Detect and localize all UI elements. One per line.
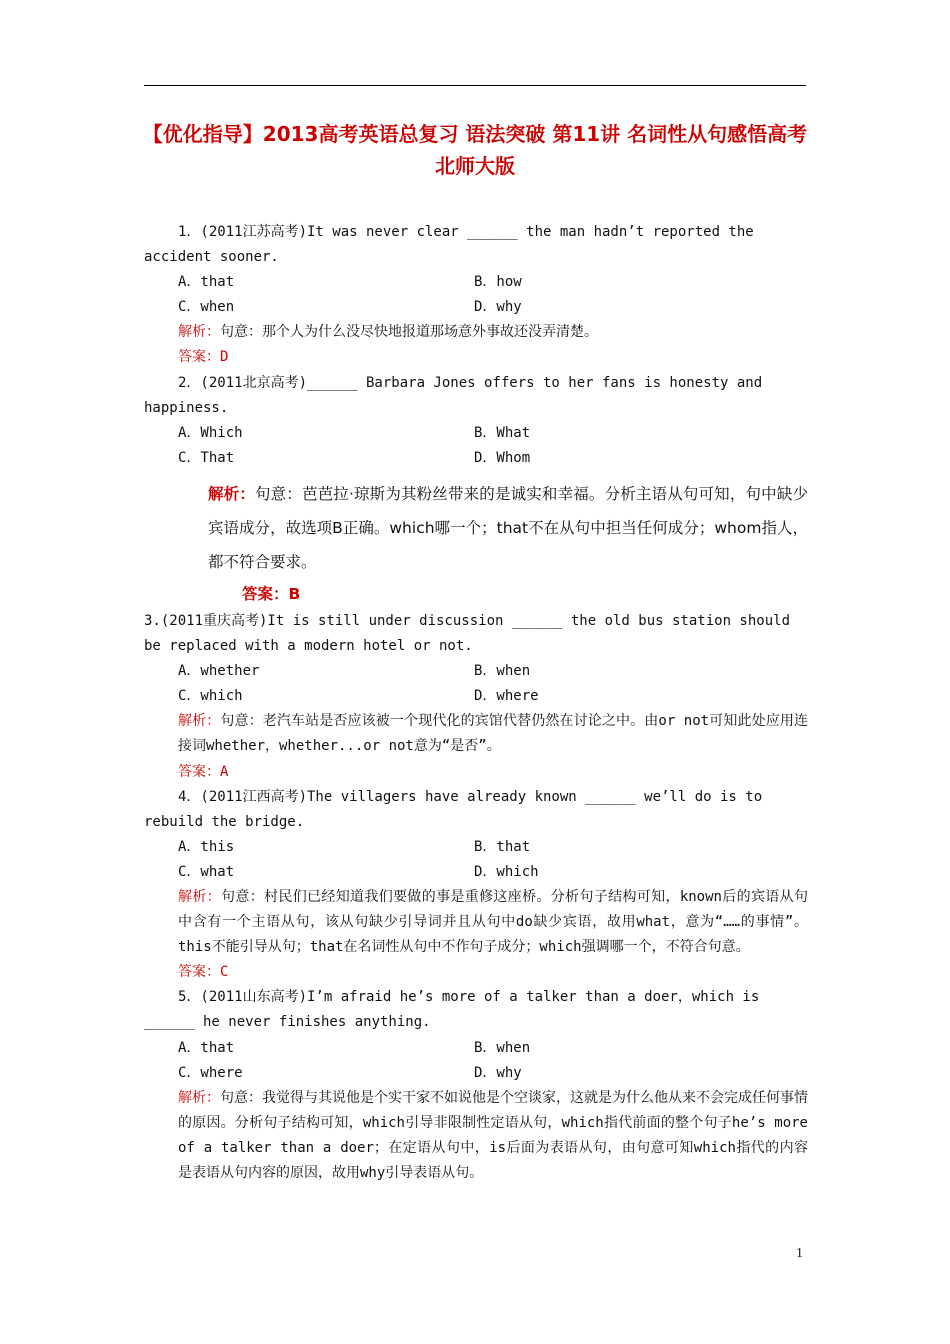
question-stem-cont: rebuild the bridge. bbox=[144, 813, 305, 830]
question-3 bbox=[144, 609, 808, 785]
question-stem-cont: accident sooner. bbox=[144, 249, 279, 266]
option-d: D．why bbox=[474, 299, 522, 316]
answer bbox=[144, 760, 808, 785]
explanation: 解析：句意：老汽车站是否应该被一个现代化的宾馆代替仍然在讨论之中。由or not可知此处应用连接词whether，whether...or not意为“是否”。 bbox=[178, 713, 808, 755]
explanation-label: 解析： bbox=[208, 484, 255, 503]
option-b: B．that bbox=[474, 838, 531, 855]
option-d: D．where bbox=[474, 688, 539, 705]
answer-value: D bbox=[220, 349, 229, 366]
question-stem: 1．(2011江苏高考)It was never clear ______ the man hadn’t reported the bbox=[178, 224, 754, 240]
option-d: D．Whom bbox=[474, 449, 531, 466]
page-title: 【优化指导】2013高考英语总复习 语法突破 第11讲 名词性从句感悟高考 北师大版 bbox=[142, 122, 808, 178]
question-1 bbox=[144, 220, 808, 371]
page-number: 1 bbox=[796, 1246, 803, 1261]
option-b: B．What bbox=[474, 424, 531, 441]
question-stem: 4．(2011江西高考)The villagers have already known ______ we’ll do is to bbox=[178, 788, 763, 805]
option-c: C．which bbox=[178, 688, 243, 705]
option-a: A．whether bbox=[178, 663, 260, 680]
explanation-label: 解析： bbox=[178, 324, 220, 341]
option-b: B．how bbox=[474, 274, 522, 291]
explanation: 解析：句意：那个人为什么没尽快地报道那场意外事故还没弄清楚。 bbox=[178, 324, 598, 341]
answer bbox=[144, 960, 808, 985]
option-d: D．why bbox=[474, 1064, 522, 1081]
answer-value: C bbox=[220, 964, 229, 981]
question-stem-cont: be replaced with a modern hotel or not. bbox=[144, 638, 473, 655]
question-4 bbox=[144, 785, 808, 986]
answer-label: 答案： bbox=[242, 584, 289, 603]
explanation-label: 解析： bbox=[178, 1089, 220, 1106]
option-a: A．this bbox=[178, 838, 235, 855]
explanation: 解析：句意：我觉得与其说他是个实干家不如说他是个空谈家，这就是为什么他从来不会完成任何事情的原因。分析句子结构可知，which引导非限制性定语从句，which指代前面的整个句子he’s more of a talker than a doer；在定语从句中，is后面为表语从句，由句意可知which指代的内容是表语从句内容的原因，故用why引导表语从句。 bbox=[178, 1089, 808, 1181]
option-c: C．That bbox=[178, 449, 235, 466]
question-stem-cont: happiness. bbox=[144, 399, 229, 416]
question-stem: 2．(2011北京高考)______ Barbara Jones offers to her fans is honesty and bbox=[178, 374, 763, 391]
answer bbox=[144, 345, 808, 370]
option-b: B．when bbox=[474, 1039, 531, 1056]
answer-label: 答案： bbox=[178, 763, 220, 780]
answer-value: B bbox=[288, 584, 301, 603]
question-stem: 3.(2011重庆高考)It is still under discussion ______ the old bus station should bbox=[144, 612, 791, 629]
question-2 bbox=[144, 371, 808, 609]
option-c: C．what bbox=[178, 863, 235, 880]
answer-value: A bbox=[220, 763, 229, 780]
answer bbox=[144, 579, 808, 609]
option-a: A．that bbox=[178, 1039, 235, 1056]
explanation: 解析：句意：村民们已经知道我们要做的事是重修这座桥。分析句子结构可知，known后的宾语从句中含有一个主语从句，该从句缺少引导词并且从句中do缺少宾语，故用what，意为“……的事情”。this不能引导从句；that在名词性从句中不作句子成分；which强调哪一个，不符合句意。 bbox=[178, 888, 808, 956]
option-c: C．when bbox=[178, 299, 235, 316]
question-5 bbox=[144, 985, 808, 1186]
option-c: C．where bbox=[178, 1064, 243, 1081]
header-rule bbox=[144, 85, 806, 86]
question-stem-cont: ______ he never finishes anything. bbox=[144, 1014, 431, 1031]
option-b: B．when bbox=[474, 663, 531, 680]
answer-label: 答案： bbox=[178, 964, 220, 981]
explanation-label: 解析： bbox=[178, 713, 221, 730]
option-d: D．which bbox=[474, 863, 539, 880]
explanation-label: 解析： bbox=[178, 888, 222, 905]
explanation: 解析：句意：芭芭拉·琼斯为其粉丝带来的是诚实和幸福。分析主语从句可知，句中缺少宾语成分，故选项B正确。which哪一个；that不在从句中担当任何成分；whom指人，都不符合要求。 bbox=[208, 484, 808, 571]
document-body bbox=[144, 220, 808, 1186]
answer-label: 答案： bbox=[178, 349, 220, 366]
question-stem: 5．(2011山东高考)I’m afraid he’s more of a talker than a doer，which is bbox=[178, 989, 760, 1006]
option-a: A．Which bbox=[178, 424, 243, 441]
option-a: A．that bbox=[178, 274, 235, 291]
